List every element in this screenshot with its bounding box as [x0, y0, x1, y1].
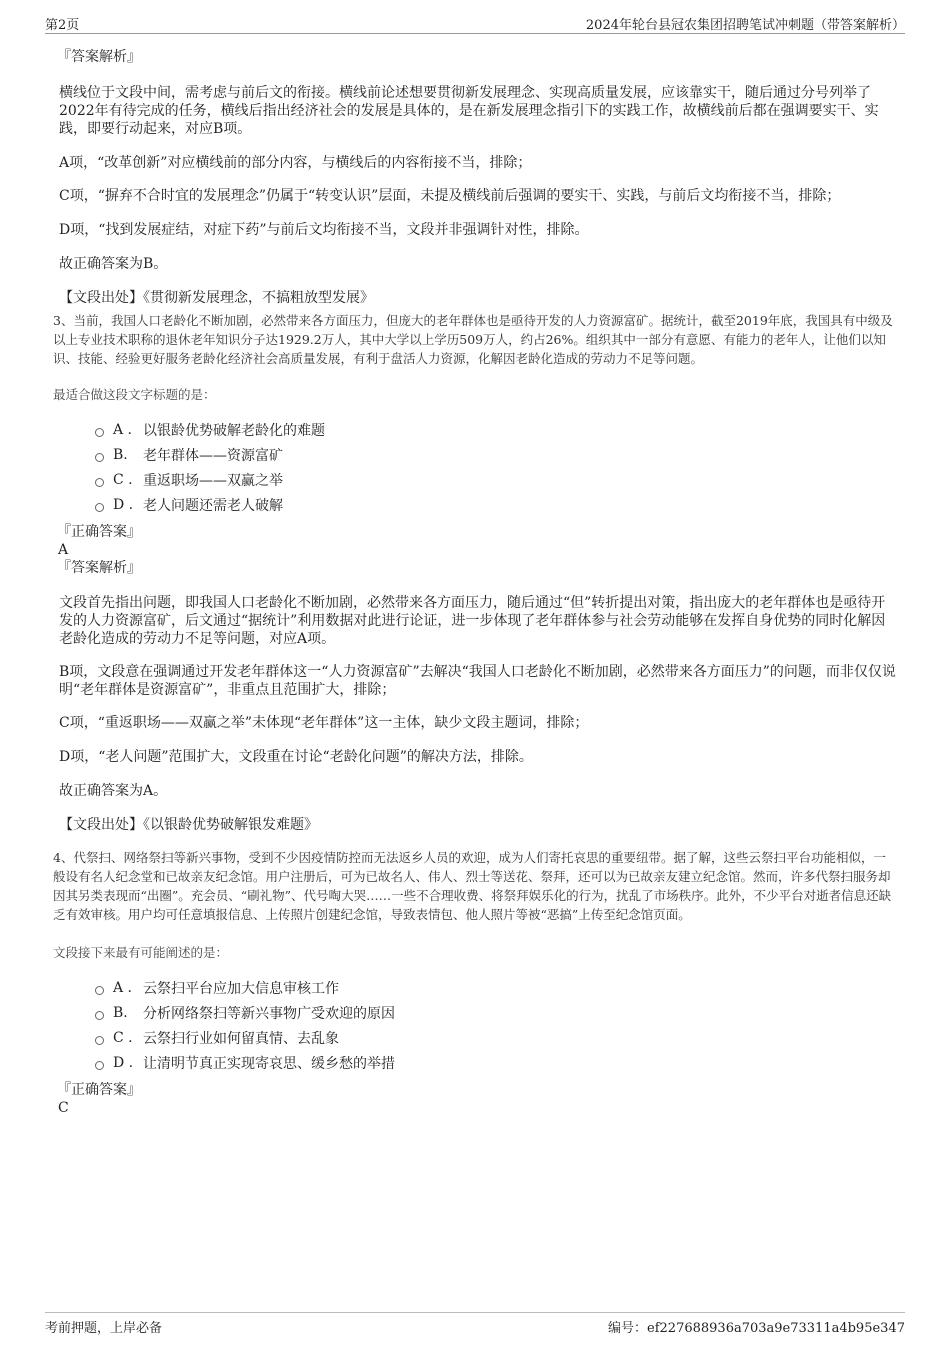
- radio-button-icon[interactable]: [95, 1011, 104, 1020]
- q4-option-c[interactable]: [95, 1025, 897, 1050]
- footer-slogan: 考前押题，上岸必备: [45, 1321, 163, 1336]
- q3-answer-label: 『正确答案』: [57, 524, 141, 540]
- q4-question-text: 4、代祭扫、网络祭扫等新兴事物，受到不少因疫情防控而无法返乡人员的欢迎，成为人们寄托哀思的重要纽带。据了解，这些云祭扫平台功能相似，一般设有名人纪念堂和已故亲友纪念馆。用户注册后，可为已故名人、伟人、烈士等送花、祭拜，还可以为已故亲友建立纪念馆。然而，许多代祭扫服务却因其另类表现而“出圈”。充会员、“刷礼物”、代号啕大哭……一些不合理收费、将祭拜娱乐化的行为，扰乱了市场秩序。此外，不少平台对逝者信息还缺乏有效审核。用户均可任意填报信息、上传照片创建纪念馆，导致表情包、他人照片等被“恶搞”上传至纪念馆页面。: [53, 850, 892, 922]
- q4-option-a[interactable]: [95, 975, 897, 1000]
- q4-options: [95, 975, 897, 1075]
- q3-analysis-p2: B项，文段意在强调通过开发老年群体这一“人力资源富矿”去解决“我国人口老龄化不断加剧，必然带来各方面压力”的问题，而非仅仅说明“老年群体是资源富矿”，非重点且范围扩大，排除；: [59, 664, 896, 698]
- radio-button-icon[interactable]: [95, 503, 104, 512]
- q2-analysis-label: 『答案解析』: [57, 49, 141, 65]
- q4-option-d[interactable]: [95, 1050, 897, 1075]
- page-content: [53, 45, 897, 1117]
- q2-source-title: 《贯彻新发展理念，不搞粗放型发展》: [143, 290, 374, 306]
- document-code: 编号：ef227688936a703a9e73311a4b95e347: [608, 1321, 905, 1336]
- option-letter: A .: [113, 421, 133, 438]
- option-text: 分析网络祭扫等新兴事物广受欢迎的原因: [143, 1005, 395, 1022]
- q3-option-a[interactable]: [95, 417, 897, 442]
- q4-prompt: 文段接下来最有可能阐述的是：: [53, 945, 229, 960]
- option-letter: D .: [113, 496, 134, 513]
- page-header: [45, 12, 905, 34]
- radio-button-icon[interactable]: [95, 428, 104, 437]
- option-text: 云祭扫行业如何留真情、去乱象: [143, 1030, 339, 1047]
- q3-option-d[interactable]: [95, 492, 897, 517]
- radio-button-icon[interactable]: [95, 1036, 104, 1045]
- q2-source-label: 【文段出处】: [59, 290, 143, 306]
- option-text: 让清明节真正实现寄哀思、缓乡愁的举措: [143, 1055, 395, 1072]
- q3-option-b[interactable]: [95, 442, 897, 467]
- q3-options: [95, 417, 897, 517]
- q3-analysis-label: 『答案解析』: [57, 560, 141, 576]
- q3-question-text: 3、当前，我国人口老龄化不断加剧，必然带来各方面压力，但庞大的老年群体也是亟待开发的人力资源富矿。据统计，截至2019年底，我国具有中级及以上专业技术职称的退休老年知识分子达1929.2万人，其中大学以上学历509万人，约占26%。组织其中一部分有意愿、有能力的老年人，让他们以知识、技能、经验更好服务老龄化经济社会高质量发展，有利于盘活人力资源，化解因老龄化造成的劳动力不足等问题。: [53, 313, 893, 366]
- option-letter: C .: [113, 1029, 133, 1046]
- option-letter: B.: [113, 446, 128, 463]
- q2-source: [59, 289, 897, 307]
- option-text: 以银龄优势破解老龄化的难题: [143, 422, 325, 439]
- page-footer: [45, 1312, 905, 1337]
- q4-answer-label: 『正确答案』: [57, 1082, 141, 1098]
- q3-prompt: 最适合做这段文字标题的是：: [53, 387, 216, 402]
- radio-button-icon[interactable]: [95, 478, 104, 487]
- q4-answer: C: [58, 1100, 69, 1116]
- q2-analysis-p4: D项，“找到发展症结，对症下药”与前后文均衔接不当，文段并非强调针对性，排除。: [59, 222, 589, 238]
- option-letter: C .: [113, 471, 133, 488]
- radio-button-icon[interactable]: [95, 453, 104, 462]
- q2-analysis-p5: 故正确答案为B。: [59, 256, 168, 272]
- q3-option-c[interactable]: [95, 467, 897, 492]
- option-letter: B.: [113, 1004, 128, 1021]
- q4-option-b[interactable]: [95, 1000, 897, 1025]
- radio-button-icon[interactable]: [95, 986, 104, 995]
- q2-analysis-p1: 横线位于文段中间，需考虑与前后文的衔接。横线前论述想要贯彻新发展理念、实现高质量发展，应该靠实干，随后通过分号列举了2022年有待完成的任务，横线后指出经济社会的发展是具体的，是在新发展理念指引下的实践工作，故横线前后都在强调要实干、实践，即要行动起来，对应B项。: [59, 85, 879, 137]
- q2-analysis-p2: A项，“改革创新”对应横线前的部分内容，与横线后的内容衔接不当，排除；: [59, 155, 532, 171]
- q3-source: [59, 816, 897, 834]
- q3-source-title: 《以银龄优势破解银发难题》: [143, 817, 318, 833]
- radio-button-icon[interactable]: [95, 1061, 104, 1070]
- option-letter: A .: [113, 979, 133, 996]
- q3-analysis-p3: C项，“重返职场——双赢之举”未体现“老年群体”这一主体，缺少文段主题词，排除；: [59, 715, 589, 731]
- q3-answer: A: [58, 542, 69, 558]
- q3-analysis-p5: 故正确答案为A。: [59, 783, 168, 799]
- option-text: 老人问题还需老人破解: [143, 497, 283, 514]
- q3-analysis-p4: D项，“老人问题”范围扩大，文段重在讨论“老龄化问题”的解决方法，排除。: [59, 749, 533, 765]
- page-number: 第2页: [45, 18, 80, 33]
- document-title: 2024年轮台县冠农集团招聘笔试冲刺题（带答案解析）: [585, 18, 905, 33]
- option-letter: D .: [113, 1054, 134, 1071]
- option-text: 云祭扫平台应加大信息审核工作: [143, 980, 339, 997]
- q3-analysis-p1: 文段首先指出问题，即我国人口老龄化不断加剧，必然带来各方面压力，随后通过“但”转折提出对策，指出庞大的老年群体也是亟待开发的人力资源富矿，后文通过“据统计”利用数据对此进行论证，进一步体现了老年群体参与社会劳动能够在发挥自身优势的同时化解因老龄化造成的劳动力不足等问题，对应A项。: [59, 595, 886, 647]
- option-text: 重返职场——双赢之举: [143, 472, 283, 489]
- q3-source-label: 【文段出处】: [59, 817, 143, 833]
- option-text: 老年群体——资源富矿: [143, 447, 283, 464]
- q2-analysis-p3: C项，“摒弃不合时宜的发展理念”仍属于“转变认识”层面，未提及横线前后强调的要实干、实践，与前后文均衔接不当，排除；: [59, 188, 841, 204]
